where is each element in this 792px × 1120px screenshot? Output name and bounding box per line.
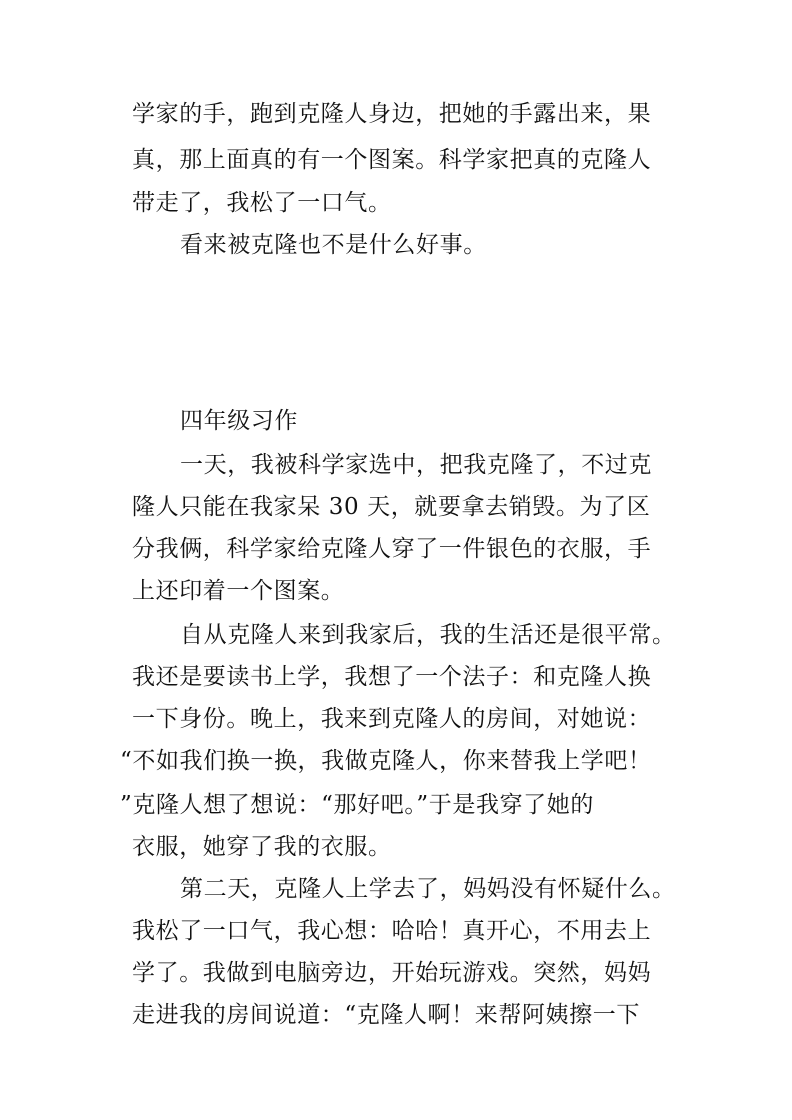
paragraph-line: ”克隆人想了想说：“那好吧。”于是我穿了她的 [120, 792, 594, 818]
paragraph-line: 带走了，我松了一口气。 [132, 190, 392, 216]
paragraph-line: 我还是要读书上学，我想了一个法子：和克隆人换 [132, 664, 652, 690]
paragraph-line: 隆人只能在我家呆 30 天，就要拿去销毁。为了区 [132, 494, 651, 520]
paragraph-line: 学了。我做到电脑旁边，开始玩游戏。突然，妈妈 [132, 960, 652, 986]
paragraph-line: 我松了一口气，我心想：哈哈！真开心，不用去上 [132, 918, 652, 944]
section-title: 四年级习作 [180, 408, 298, 434]
paragraph-line: 走进我的房间说道：“克隆人啊！来帮阿姨擦一下 [132, 1002, 640, 1028]
paragraph-line: 真，那上面真的有一个图案。科学家把真的克隆人 [132, 147, 652, 173]
paragraph-line: 学家的手，跑到克隆人身边，把她的手露出来，果 [132, 101, 652, 127]
paragraph-line: 上还印着一个图案。 [132, 578, 345, 604]
paragraph-line: 第二天，克隆人上学去了，妈妈没有怀疑什么。 [180, 876, 676, 902]
paragraph-line: 自从克隆人来到我家后，我的生活还是很平常。 [180, 622, 676, 648]
paragraph-line: 一天，我被科学家选中，把我克隆了，不过克 [180, 452, 652, 478]
paragraph-line: 看来被克隆也不是什么好事。 [180, 232, 487, 258]
paragraph-line: 一下身份。晚上，我来到克隆人的房间，对她说： [132, 706, 652, 732]
paragraph-line: “不如我们换一换，我做克隆人，你来替我上学吧！ [120, 748, 652, 774]
paragraph-line: 分我俩，科学家给克隆人穿了一件银色的衣服，手 [132, 536, 652, 562]
paragraph-line: 衣服，她穿了我的衣服。 [132, 834, 392, 860]
